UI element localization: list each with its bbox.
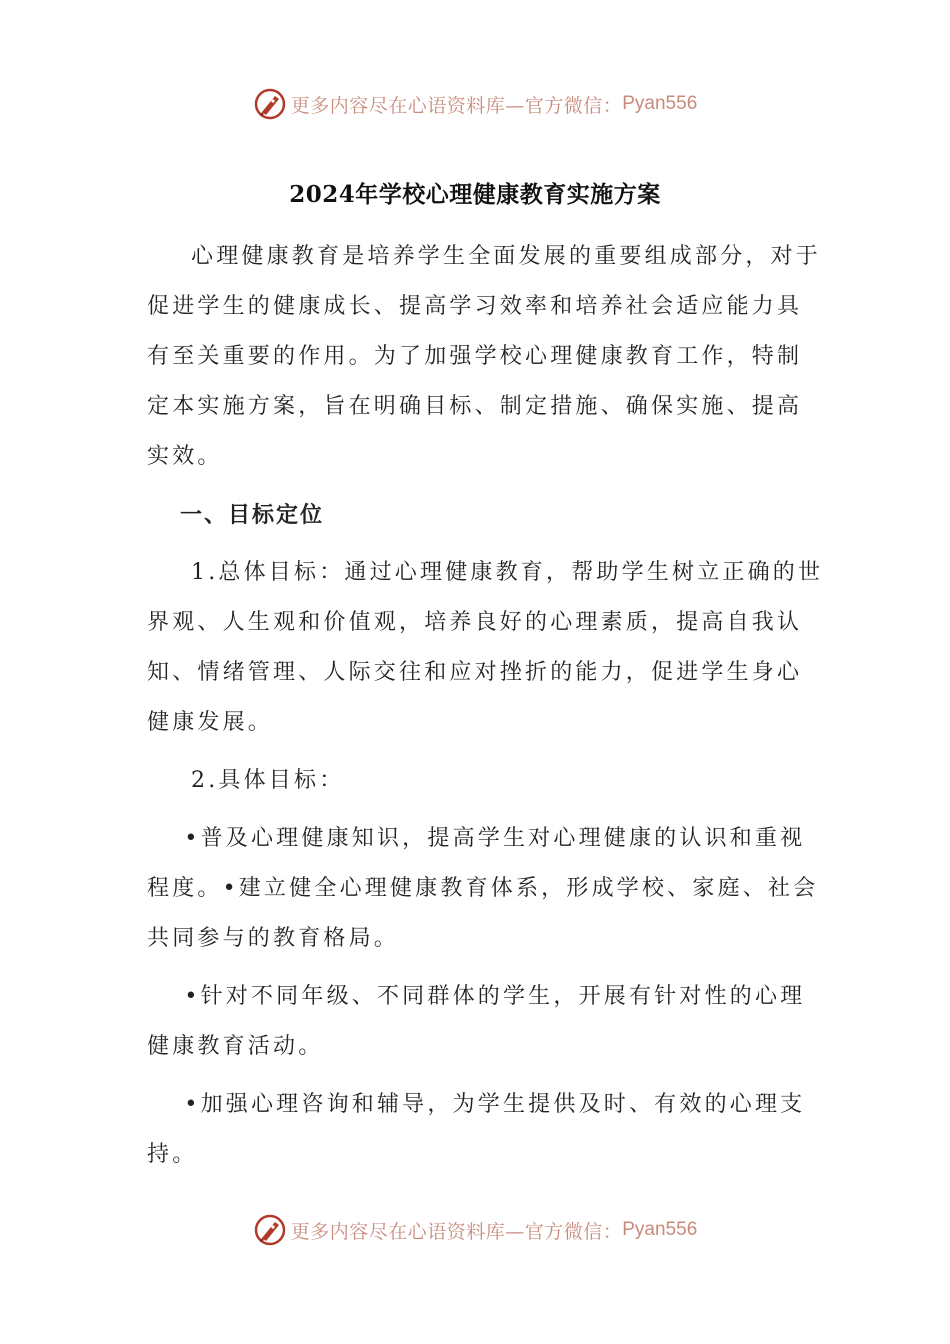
banner-wechat-id: Pyan556 (622, 93, 698, 114)
bullet-item: •加强心理咨询和辅导，为学生提供及时、有效的心理支持。 (147, 1092, 806, 1167)
section-heading: 一、目标定位 (180, 502, 325, 528)
pen-nib-circle-icon (253, 87, 287, 121)
document-body (147, 232, 827, 1188)
bullet-item: •普及心理健康知识，提高学生对心理健康的认识和重视程度。•建立健全心理健康教育体系，形成学校、家庭、社会共同参与的教育格局。 (147, 826, 819, 951)
banner-wechat-id: Pyan556 (622, 1219, 698, 1240)
footer-banner (0, 1208, 950, 1252)
header-banner (0, 82, 950, 126)
pen-nib-circle-icon (253, 1213, 287, 1247)
intro-paragraph: 心理健康教育是培养学生全面发展的重要组成部分，对于促进学生的健康成长、提高学习效率和培养社会适应能力具有至关重要的作用。为了加强学校心理健康教育工作，特制定本实施方案，旨在明确目标、制定措施、确保实施、提高实效。 (147, 244, 822, 469)
overall-goal-paragraph: 1.总体目标：通过心理健康教育，帮助学生树立正确的世界观、人生观和价值观，培养良好的心理素质，提高自我认知、情绪管理、人际交往和应对挫折的能力，促进学生身心健康发展。 (147, 560, 824, 735)
banner-text: 更多内容尽在心语资料库—官方微信： (290, 1220, 623, 1243)
document-title: 2024年学校心理健康教育实施方案 (289, 181, 661, 208)
specific-goal-label: 2.具体目标： (191, 768, 345, 793)
banner-text: 更多内容尽在心语资料库—官方微信： (290, 94, 623, 117)
bullet-item: •针对不同年级、不同群体的学生，开展有针对性的心理健康教育活动。 (147, 984, 806, 1059)
